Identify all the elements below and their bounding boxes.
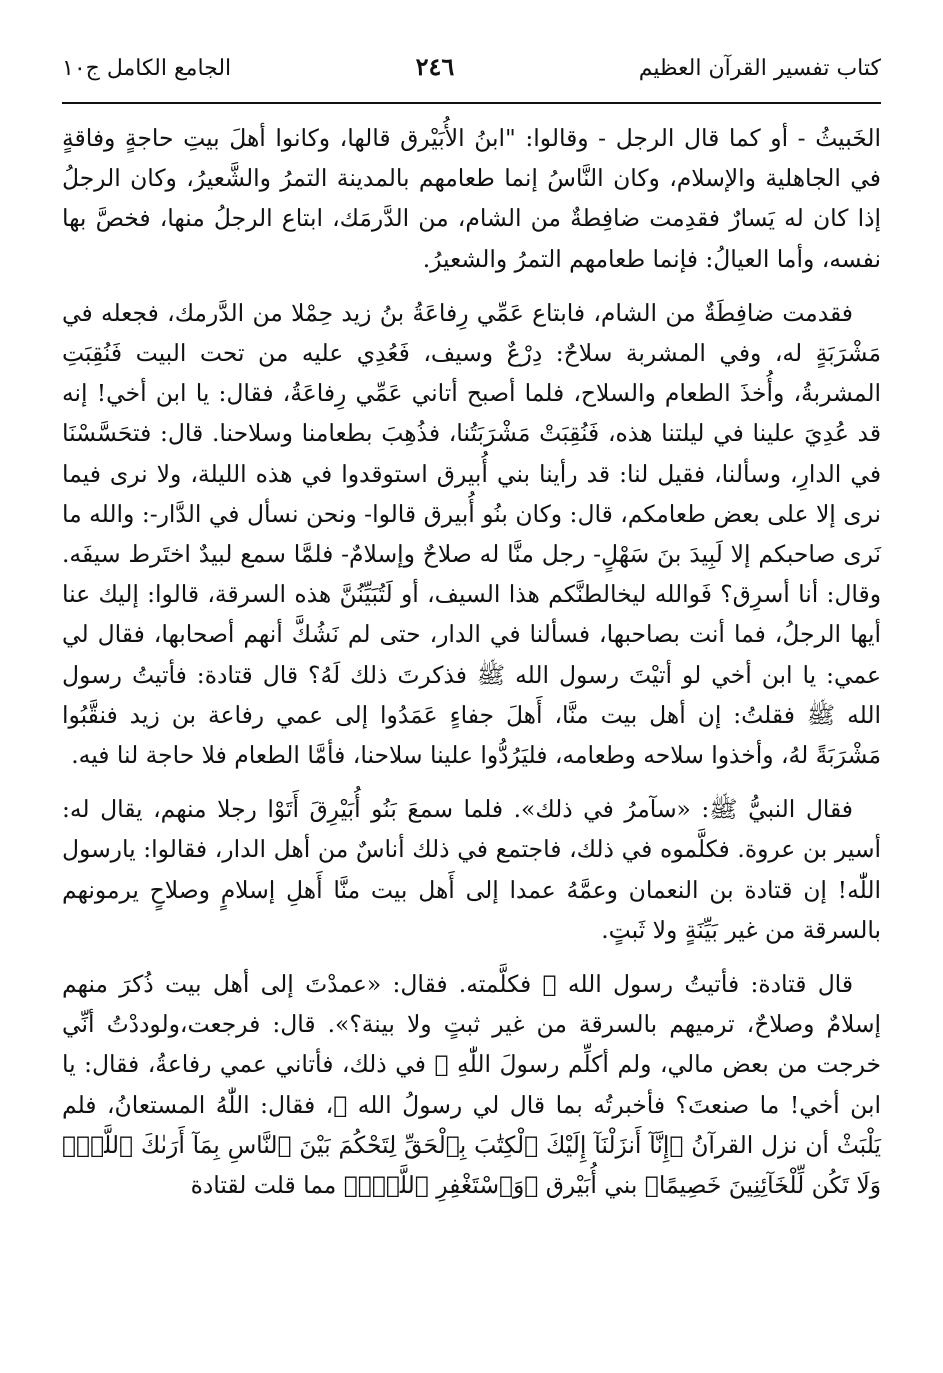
- page-number: ٢٤٦: [415, 52, 455, 81]
- header-divider: [62, 102, 881, 104]
- volume-label: الجامع الكامل ج١٠: [62, 56, 232, 81]
- paragraph-4: قال قتادة: فأتيتُ رسول الله ﷺ فكلَّمته. فقال: «عمدْتَ إلى أهل بيت ذُكرَ منهم إسلامٌ وصلاحٌ، ترميهم بالسرقة من غير ثبتٍ ولا بينة؟». قال: فرجعت،ولوددْتُ أنِّي خرجت من بعض مالي، ولم أكلِّم رسولَ اللّٰهِ ﷺ في ذلك، فأتاني عمي رفاعةُ، فقال: يا ابن أخي! ما صنعتَ؟ فأخبرتُه بما قال لي رسولُ الله ﷺ، فقال: اللّٰهُ المستعانُ، فلم يَلْبَثْ أن نزل القرآنُ ﴿إِنَّآ أَنزَلْنَآ إِلَيْكَ ٱلْكِتَٰبَ بِٱلْحَقِّ لِتَحْكُمَ بَيْنَ ٱلنَّاسِ بِمَآ أَرَىٰكَ ٱللَّهُۚ وَلَا تَكُن لِّلْخَآئِنِينَ خَصِيمًا﴾ بني أُبَيْرق ﴿وَٱسْتَغْفِرِ ٱللَّهَۖ﴾ مما قلت لقتادة: [62, 970, 881, 1200]
- paragraph-1: الخَبيثُ - أو كما قال الرجل - وقالوا: "ابنُ الأُبَيْرق قالها، وكانوا أهلَ بيتِ حاجةٍ وفاقةٍ في الجاهلية والإسلام، وكان النَّاسُ إنما طعامهم بالمدينة التمرُ والشَّعيرُ، وكان الرجلُ إذا كان له يَسارٌ فقدِمت ضافِطةٌ من الشام، من الدَّرمَك، ابتاع الرجلُ منها، فخصَّ بها نفسه، وأما العيالُ: فإنما طعامهم التمرُ والشعيرُ.: [62, 124, 881, 273]
- running-header: [62, 40, 881, 92]
- paragraph-3: فقال النبيُّ ﷺ: «سآمرُ في ذلك». فلما سمعَ بَنُو أُبَيْرِقَ أَتَوْا رجلا منهم، يقال له: أسير بن عروة. فكلَّموه في ذلك، فاجتمع في ذلك أناسٌ من أهل الدار، فقالوا: يارسول اللّٰه! إن قتادة بن النعمان وعمَّهُ عمدا إلى أَهل بيت منَّا أَهلِ إسلامٍ وصلاحٍ يرمونهم بالسرقة من غير بَيِّنَةٍ ولا ثَبتٍ.: [62, 795, 881, 944]
- text-body: [62, 118, 881, 1205]
- book-title: كتاب تفسير القرآن العظيم: [638, 56, 881, 81]
- paragraph-2: فقدمت ضافِطَةٌ من الشام، فابتاع عَمِّي رِفاعَةُ بنُ زيد حِمْلا من الدَّرمك، فجعله في مَشْرَبَةٍ له، وفي المشربة سلاحٌ: دِرْعٌ وسيف، فَعُدِي عليه من تحت البيت فَنُقِبَتِ المشربةُ، وأُخذَ الطعام والسلاح، فلما أصبح أتاني عَمِّي رِفاعَةُ، فقال: يا ابن أخي! إنه قد عُدِيَ علينا في ليلتنا هذه، فَنُقِبَتْ مَشْرَبَتُنا، فذُهِبَ بطعامنا وسلاحنا. قال: فتحَسَّسْنَا في الدارِ، وسألنا، فقيل لنا: قد رأينا بني أُبيرق استوقدوا في هذه الليلة، ولا نرى فيما نرى إلا على بعض طعامكم، قال: وكان بنُو أُبيرق قالوا- ونحن نسأل في الدَّار-: والله ما نَرى صاحبكم إلا لَبِيدَ بنَ سَهْلٍ- رجل منَّا له صلاحٌ وإسلامٌ- فلمَّا سمع لبيدٌ اختَرط سيفَه. وقال: أنا أسرِق؟ فَوالله ليخالطنَّكم هذا السيف، أو لَتُبَيِّنُنَّ هذه السرقة، قالوا: إليك عنا أيها الرجلُ، فما أنت بصاحبها، فسألنا في الدار، حتى لم نَشُكَّ أنهم أصحابها، فقال لي عمي: يا ابن أخي لو أتيْتَ رسول الله ﷺ فذكرتَ ذلك لَهُ؟ قال قتادة: فأتيتُ رسول الله ﷺ فقلتُ: إن أهل بيت منَّا، أَهلَ جفاءٍ عَمَدُوا إلى عمي رفاعة بن زيد فنقَّبُوا مَشْرَبَةً لهُ، وأخذوا سلاحه وطعامه، فليَرُدُّوا علينا سلاحنا، فأمَّا الطعام فلا حاجة لنا فيه.: [62, 298, 881, 770]
